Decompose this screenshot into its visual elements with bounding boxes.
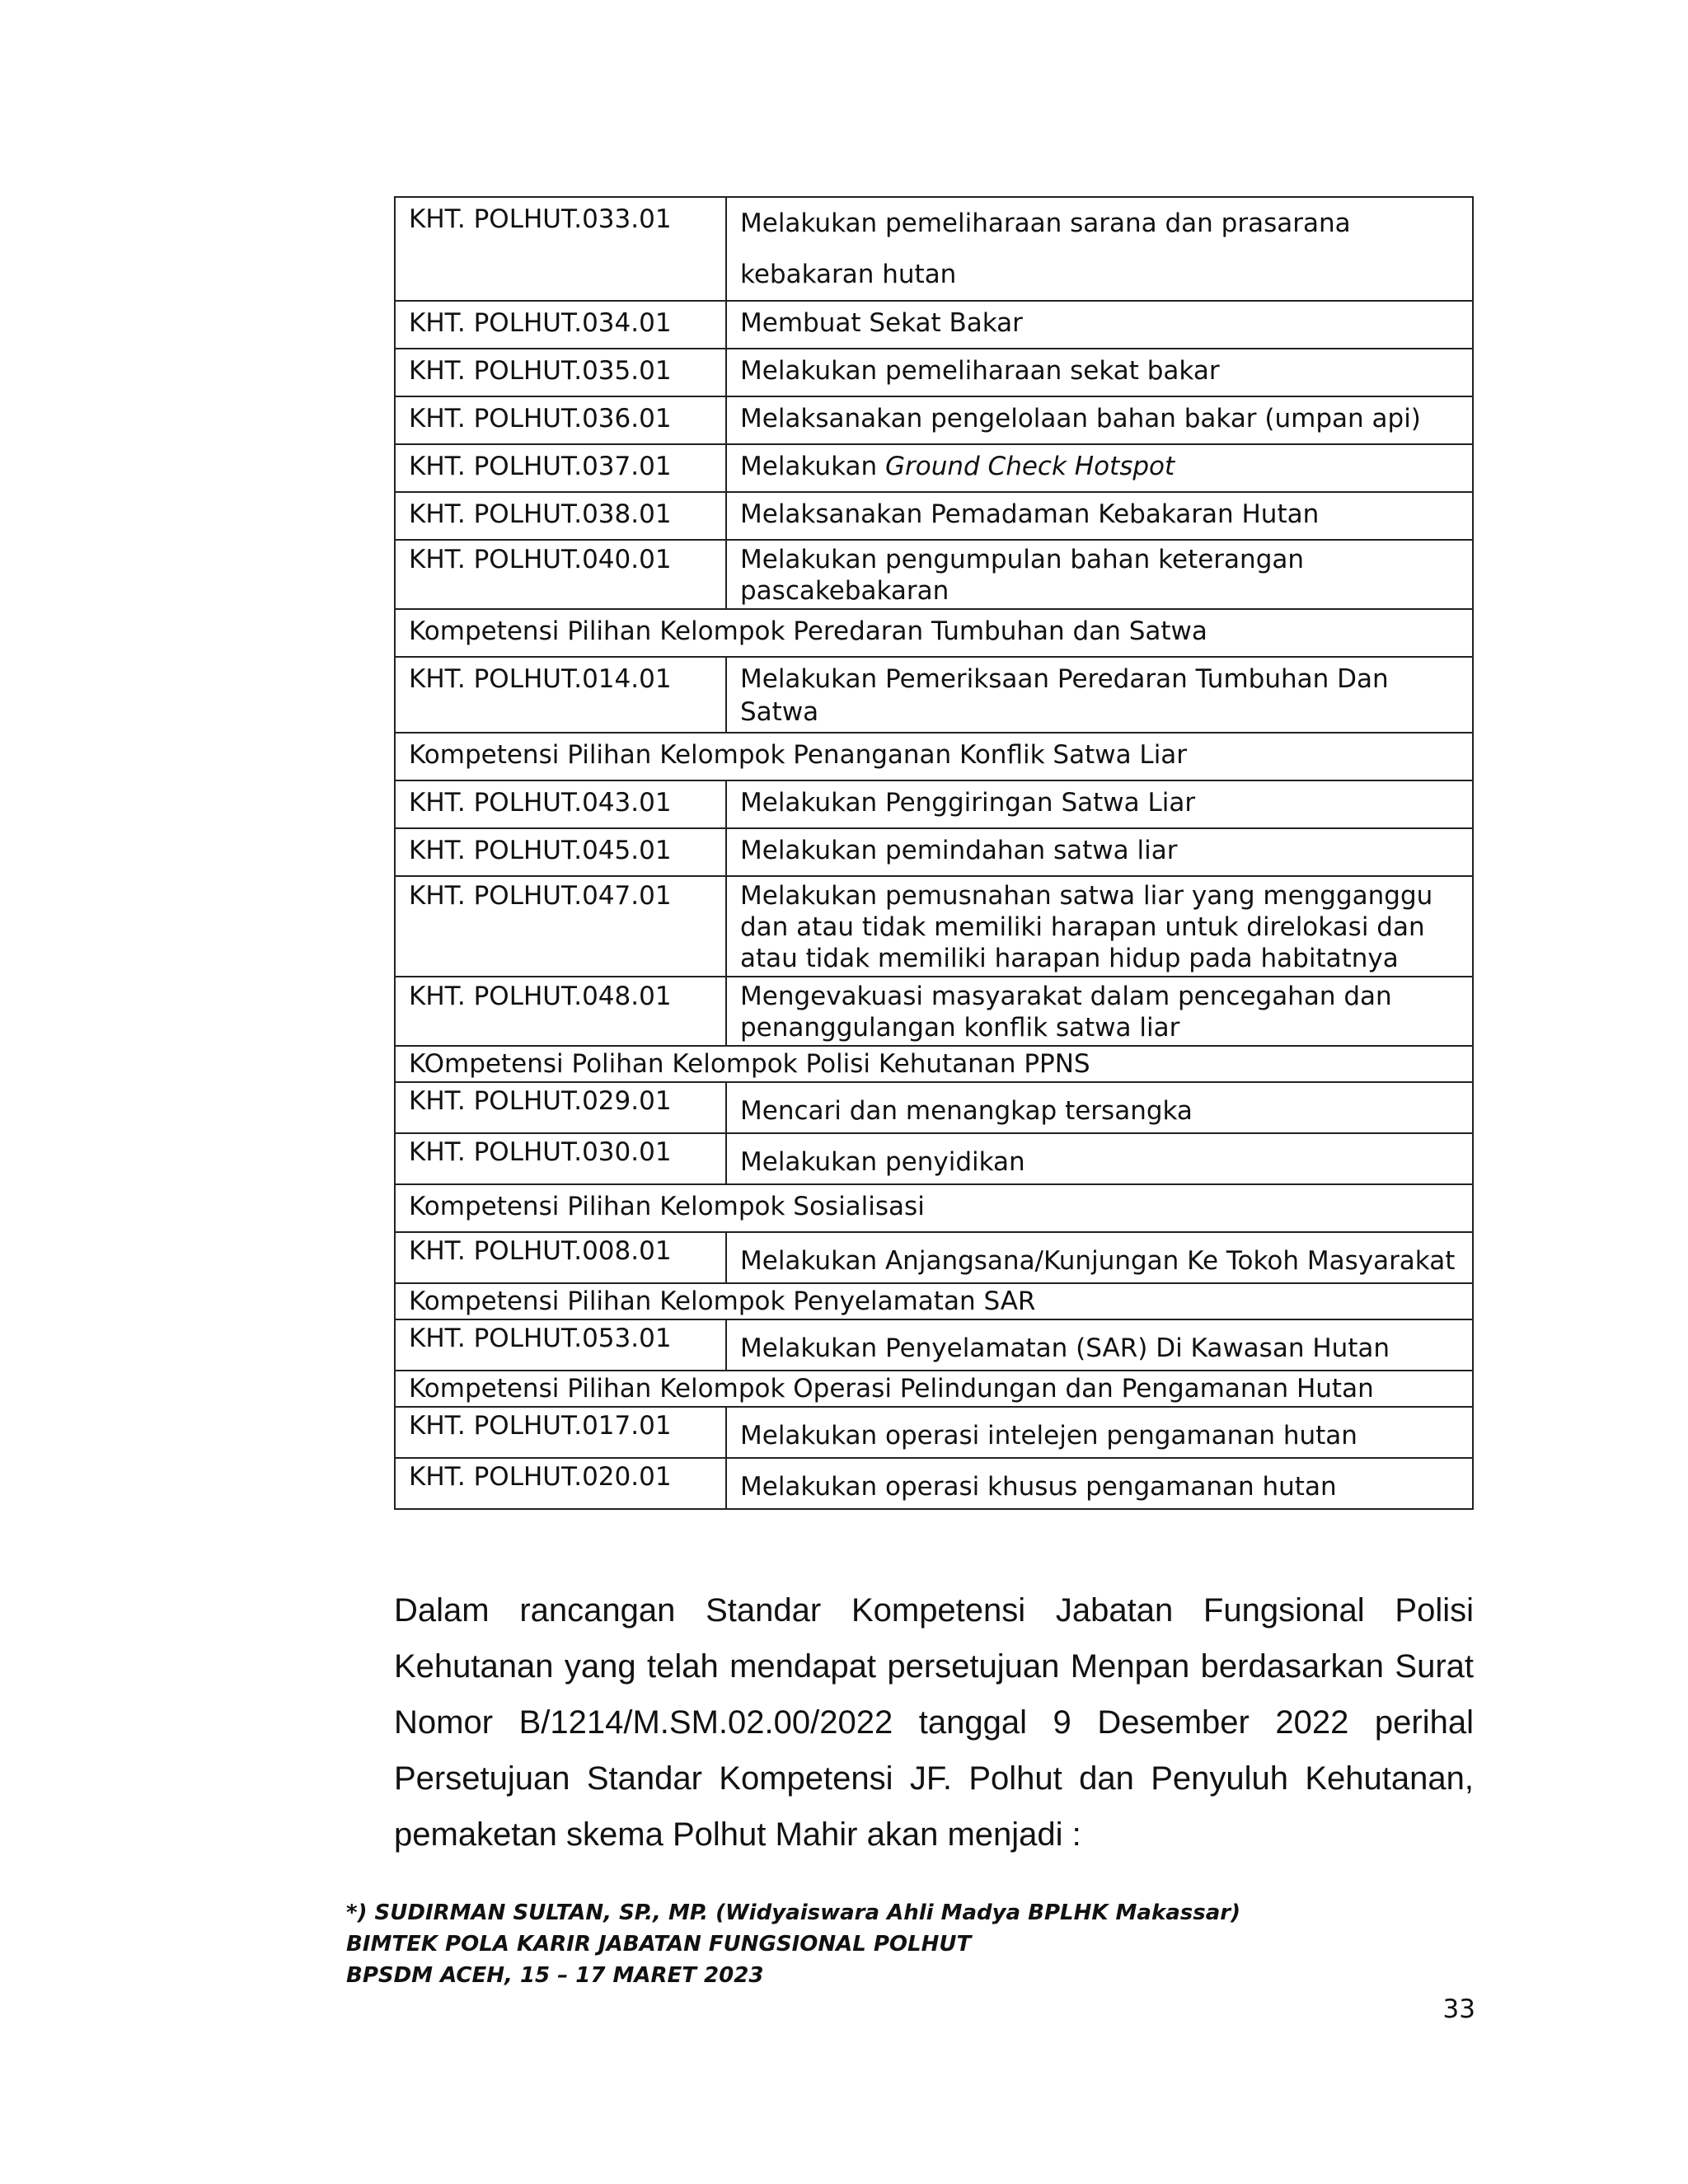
table-row (395, 1458, 1473, 1509)
table-row (395, 1407, 1473, 1458)
competency-code: KHT. POLHUT.047.01 (395, 876, 726, 977)
competency-code: KHT. POLHUT.029.01 (395, 1082, 726, 1133)
competency-title: Melakukan Pemeriksaan Peredaran Tumbuhan Dan Satwa (726, 657, 1473, 733)
competency-title: Mengevakuasi masyarakat dalam pencegahan dan penanggulangan konflik satwa liar (726, 977, 1473, 1046)
competency-title: Melakukan pemeliharaan sarana dan prasarana kebakaran hutan (726, 197, 1473, 301)
competency-code: KHT. POLHUT.040.01 (395, 540, 726, 609)
competency-title (726, 444, 1473, 492)
group-heading: Kompetensi Pilihan Kelompok Penanganan Konflik Satwa Liar (395, 733, 1473, 780)
competency-code: KHT. POLHUT.030.01 (395, 1133, 726, 1184)
competency-code: KHT. POLHUT.037.01 (395, 444, 726, 492)
footer-author: *) SUDIRMAN SULTAN, SP., MP. (Widyaiswara Ahli Madya BPLHK Makassar) (346, 1900, 1241, 1925)
competency-title: Melakukan pengumpulan bahan keterangan pascakebakaran (726, 540, 1473, 609)
competency-title-prefix: Melakukan (740, 452, 885, 481)
group-heading: KOmpetensi Polihan Kelompok Polisi Kehutanan PPNS (395, 1046, 1473, 1082)
competency-title: Melaksanakan Pemadaman Kebakaran Hutan (726, 492, 1473, 540)
group-heading: Kompetensi Pilihan Kelompok Penyelamatan SAR (395, 1283, 1473, 1319)
group-header-row (395, 1046, 1473, 1082)
competency-title: Melakukan penyidikan (726, 1133, 1473, 1184)
competency-code: KHT. POLHUT.014.01 (395, 657, 726, 733)
table-row (395, 780, 1473, 828)
competency-title: Melakukan operasi khusus pengamanan hutan (726, 1458, 1473, 1509)
table-row (395, 349, 1473, 396)
table-row (395, 301, 1473, 349)
group-header-row (395, 1184, 1473, 1232)
competency-title: Melakukan pemindahan satwa liar (726, 828, 1473, 876)
table-row (395, 1082, 1473, 1133)
competency-code: KHT. POLHUT.038.01 (395, 492, 726, 540)
competency-title: Melakukan Anjangsana/Kunjungan Ke Tokoh Masyarakat (726, 1232, 1473, 1283)
table-row (395, 444, 1473, 492)
page-footer (346, 1897, 1335, 1991)
competency-code: KHT. POLHUT.048.01 (395, 977, 726, 1046)
table-row (395, 657, 1473, 733)
group-header-row (395, 1371, 1473, 1407)
table-row (395, 197, 1473, 301)
table-row (395, 1319, 1473, 1371)
page-number: 33 (1442, 1994, 1475, 2024)
table-row (395, 977, 1473, 1046)
table-row (395, 828, 1473, 876)
body-paragraph: Dalam rancangan Standar Kompetensi Jabatan Fungsional Polisi Kehutanan yang telah mendapat persetujuan Menpan berdasarkan Surat Nomor B/1214/M.SM.02.00/2022 tanggal 9 Desember 2022 perihal Persetujuan Standar Kompetensi JF. Polhut dan Penyuluh Kehutanan, pemaketan skema Polhut Mahir akan menjadi : (394, 1592, 1474, 1853)
group-heading: Kompetensi Pilihan Kelompok Sosialisasi (395, 1184, 1473, 1232)
group-heading: Kompetensi Pilihan Kelompok Peredaran Tumbuhan dan Satwa (395, 609, 1473, 657)
competency-title: Melaksanakan pengelolaan bahan bakar (umpan api) (726, 396, 1473, 444)
competency-table (394, 196, 1474, 1510)
competency-title: Melakukan pemusnahan satwa liar yang mengganggu dan atau tidak memiliki harapan untuk direlokasi dan atau tidak memiliki harapan hidup pada habitatnya (726, 876, 1473, 977)
competency-code: KHT. POLHUT.034.01 (395, 301, 726, 349)
table-row (395, 1133, 1473, 1184)
competency-title: Melakukan pemeliharaan sekat bakar (726, 349, 1473, 396)
group-header-row (395, 609, 1473, 657)
competency-title: Melakukan Penyelamatan (SAR) Di Kawasan Hutan (726, 1319, 1473, 1371)
competency-code: KHT. POLHUT.045.01 (395, 828, 726, 876)
competency-code: KHT. POLHUT.020.01 (395, 1458, 726, 1509)
competency-title: Membuat Sekat Bakar (726, 301, 1473, 349)
table-row (395, 876, 1473, 977)
competency-title: Melakukan Penggiringan Satwa Liar (726, 780, 1473, 828)
table-row (395, 492, 1473, 540)
group-header-row (395, 733, 1473, 780)
competency-title-italic: Ground Check Hotspot (884, 452, 1175, 481)
competency-code: KHT. POLHUT.035.01 (395, 349, 726, 396)
competency-code: KHT. POLHUT.036.01 (395, 396, 726, 444)
footer-place-date: BPSDM ACEH, 15 – 17 MARET 2023 (346, 1963, 764, 1988)
competency-title: Melakukan operasi intelejen pengamanan hutan (726, 1407, 1473, 1458)
competency-title: Mencari dan menangkap tersangka (726, 1082, 1473, 1133)
footer-event: BIMTEK POLA KARIR JABATAN FUNGSIONAL POLHUT (346, 1932, 972, 1957)
table-row (395, 396, 1473, 444)
competency-code: KHT. POLHUT.008.01 (395, 1232, 726, 1283)
group-heading: Kompetensi Pilihan Kelompok Operasi Pelindungan dan Pengamanan Hutan (395, 1371, 1473, 1407)
competency-code: KHT. POLHUT.053.01 (395, 1319, 726, 1371)
table-row (395, 540, 1473, 609)
competency-code: KHT. POLHUT.017.01 (395, 1407, 726, 1458)
competency-code: KHT. POLHUT.033.01 (395, 197, 726, 301)
competency-code: KHT. POLHUT.043.01 (395, 780, 726, 828)
group-header-row (395, 1283, 1473, 1319)
table-row (395, 1232, 1473, 1283)
